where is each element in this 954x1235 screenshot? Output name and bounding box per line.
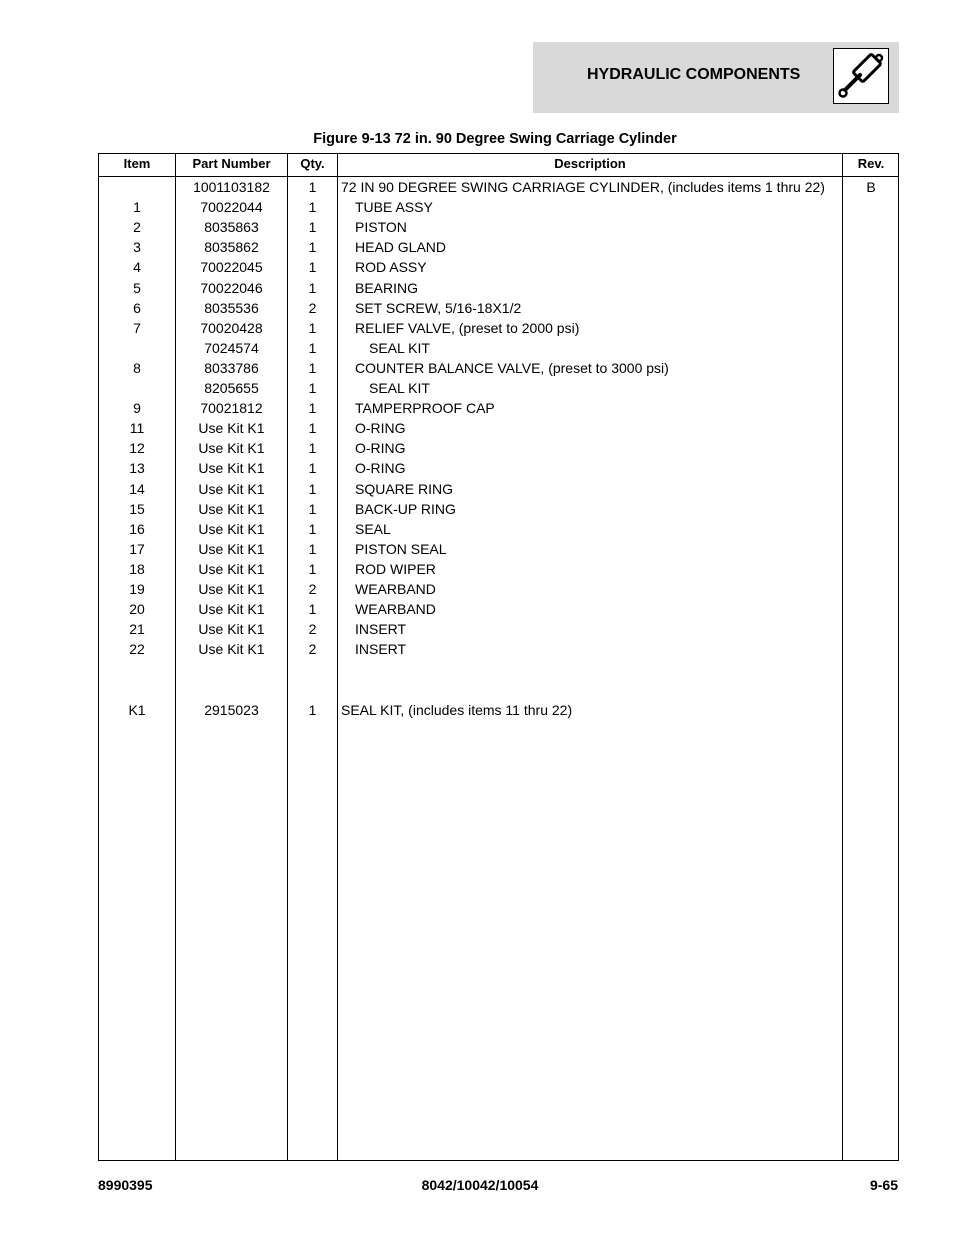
qty-cell: 1 [308, 400, 317, 417]
column-header-part-number: Part Number [192, 156, 271, 171]
part-number-cell: 70022046 [200, 279, 263, 296]
part-number-cell: Use Kit K1 [198, 581, 265, 597]
qty-cell: 1 [308, 480, 317, 497]
part-number-cell: Use Kit K1 [198, 621, 265, 638]
description-cell: TAMPERPROOF CAP [355, 400, 495, 417]
part-number-cell: Use Kit K1 [198, 420, 265, 437]
qty-cell: 1 [308, 259, 317, 276]
section-header [533, 42, 899, 113]
qty-cell: 2 [308, 641, 317, 658]
description-cell: RELIEF VALVE, (preset to 2000 psi) [355, 319, 580, 336]
section-title: HYDRAULIC COMPONENTS [587, 66, 801, 83]
qty-cell: 2 [308, 621, 317, 638]
part-number-cell: 70022044 [200, 199, 263, 216]
part-number-cell: 7024574 [204, 339, 259, 356]
table-row [99, 398, 898, 418]
item-cell: 8 [133, 359, 141, 376]
table-row [99, 519, 898, 539]
qty-cell: 1 [308, 359, 317, 376]
table-row [99, 458, 898, 478]
description-cell: O-RING [355, 420, 406, 437]
description-cell: WEARBAND [355, 601, 436, 618]
table-row [99, 619, 898, 639]
part-number-cell: Use Kit K1 [198, 641, 265, 658]
footer-page-number: 9-65 [869, 1177, 898, 1193]
table-row [99, 257, 898, 277]
description-cell: TUBE ASSY [355, 199, 433, 216]
description-cell: HEAD GLAND [355, 239, 447, 256]
rev-cell: B [866, 179, 876, 195]
part-number-cell: 8035536 [204, 299, 259, 316]
item-cell: 6 [133, 299, 141, 316]
item-cell: 20 [129, 601, 145, 618]
description-cell: O-RING [355, 440, 406, 457]
qty-cell: 1 [308, 319, 317, 336]
qty-cell: 1 [308, 601, 317, 618]
item-cell: 5 [133, 279, 141, 296]
table-row [99, 680, 898, 700]
qty-cell: 1 [308, 460, 317, 477]
table-row [99, 479, 898, 499]
figure-title: Figure 9-13 72 in. 90 Degree Swing Carriage Cylinder [313, 131, 677, 147]
item-cell: K1 [128, 701, 146, 718]
description-cell: WEARBAND [355, 581, 436, 597]
item-cell: 3 [133, 239, 141, 256]
description-cell: SQUARE RING [355, 480, 454, 497]
part-number-cell: Use Kit K1 [198, 440, 265, 457]
part-number-cell: 2915023 [204, 701, 259, 718]
description-cell: ROD ASSY [355, 259, 427, 276]
column-header-qty: Qty. [300, 156, 325, 171]
table-row [99, 197, 898, 217]
table-row [99, 700, 898, 720]
table-row [99, 438, 898, 458]
qty-cell: 1 [308, 339, 317, 356]
description-cell: SEAL KIT, (includes items 11 thru 22) [341, 701, 573, 718]
part-number-cell: 70022045 [200, 259, 263, 276]
qty-cell: 2 [308, 299, 317, 316]
description-cell: COUNTER BALANCE VALVE, (preset to 3000 psi) [355, 359, 669, 376]
part-number-cell: Use Kit K1 [198, 520, 265, 537]
description-cell: ROD WIPER [355, 560, 436, 577]
table-row [99, 298, 898, 318]
item-cell: 17 [129, 540, 145, 557]
item-cell: 11 [129, 420, 145, 437]
item-cell: 2 [133, 219, 141, 236]
description-cell: PISTON [355, 219, 407, 236]
table-row [99, 659, 898, 679]
description-cell: PISTON SEAL [355, 540, 447, 557]
table-row [99, 539, 898, 559]
table-row [99, 378, 898, 398]
hydraulic-cylinder-icon [833, 48, 889, 104]
part-number-cell: Use Kit K1 [198, 601, 265, 618]
description-cell: SET SCREW, 5/16-18X1/2 [355, 299, 522, 316]
part-number-cell: Use Kit K1 [198, 500, 265, 517]
footer-part-number: 8990395 [98, 1177, 153, 1193]
table-row [99, 559, 898, 579]
qty-cell: 1 [308, 520, 317, 537]
qty-cell: 1 [308, 440, 317, 457]
description-cell: O-RING [355, 460, 406, 477]
item-cell: 12 [129, 440, 145, 457]
item-cell: 15 [129, 500, 145, 517]
item-cell: 18 [129, 560, 145, 577]
qty-cell: 2 [308, 581, 317, 597]
qty-cell: 1 [308, 199, 317, 216]
qty-cell: 1 [308, 239, 317, 256]
table-row [99, 278, 898, 298]
part-number-cell: 8205655 [204, 380, 259, 396]
description-cell: INSERT [355, 641, 407, 658]
description-cell: SEAL KIT [369, 380, 430, 396]
table-row [99, 217, 898, 237]
description-cell: BEARING [355, 279, 419, 296]
table-row [99, 358, 898, 378]
part-number-cell: 8035862 [204, 239, 259, 256]
part-number-cell: Use Kit K1 [198, 480, 265, 497]
description-cell: 72 IN 90 DEGREE SWING CARRIAGE CYLINDER, (includes items 1 thru 22) [341, 179, 825, 195]
column-header-item: Item [123, 156, 151, 171]
qty-cell: 1 [308, 179, 317, 195]
table-row [99, 418, 898, 438]
item-cell: 9 [133, 400, 141, 417]
part-number-cell: 70021812 [200, 400, 263, 417]
qty-cell: 1 [308, 279, 317, 296]
table-row [99, 639, 898, 659]
table-row [99, 579, 898, 599]
part-number-cell: 8035863 [204, 219, 259, 236]
qty-cell: 1 [308, 500, 317, 517]
qty-cell: 1 [308, 380, 317, 396]
table-row [99, 338, 898, 358]
column-header-rev: Rev. [857, 156, 885, 171]
item-cell: 19 [129, 581, 145, 597]
part-number-cell: 1001103182 [193, 179, 270, 195]
item-cell: 13 [129, 460, 145, 477]
qty-cell: 1 [308, 219, 317, 236]
description-cell: SEAL KIT [369, 339, 430, 356]
table-row [99, 177, 898, 197]
item-cell: 4 [133, 259, 141, 276]
qty-cell: 1 [308, 701, 317, 718]
table-row [99, 237, 898, 257]
description-cell: SEAL [355, 520, 391, 537]
description-cell: INSERT [355, 621, 407, 638]
column-header-description: Description [554, 156, 626, 171]
item-cell: 22 [129, 641, 145, 658]
item-cell: 16 [129, 520, 145, 537]
part-number-cell: Use Kit K1 [198, 540, 265, 557]
table-row [99, 599, 898, 619]
qty-cell: 1 [308, 560, 317, 577]
qty-cell: 1 [308, 540, 317, 557]
parts-table [98, 153, 899, 1161]
item-cell: 14 [129, 480, 145, 497]
part-number-cell: Use Kit K1 [198, 460, 265, 477]
description-cell: BACK-UP RING [355, 500, 456, 517]
item-cell: 21 [129, 621, 145, 638]
item-cell: 1 [133, 199, 141, 216]
part-number-cell: 70020428 [200, 319, 263, 336]
part-number-cell: Use Kit K1 [198, 560, 265, 577]
footer-model-numbers: 8042/10042/10054 [421, 1177, 539, 1193]
table-row [99, 499, 898, 519]
item-cell: 7 [133, 319, 141, 336]
qty-cell: 1 [308, 420, 317, 437]
table-row [99, 318, 898, 338]
part-number-cell: 8033786 [204, 359, 259, 376]
